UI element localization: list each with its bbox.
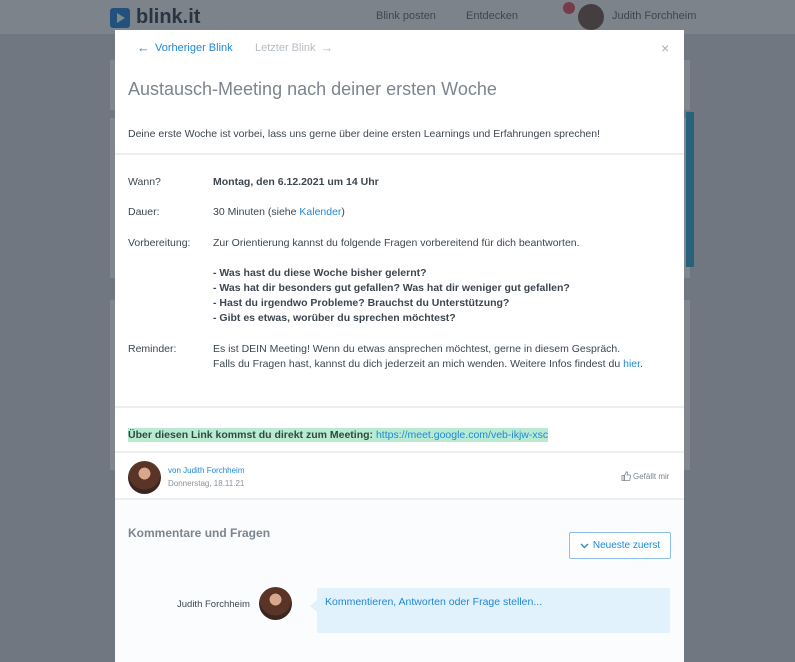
last-blink-label: Letzter Blink [255, 41, 316, 54]
divider [115, 153, 684, 155]
arrow-right-icon: → [320, 40, 334, 55]
commenter-name: Judith Forchheim [177, 599, 250, 610]
when-value: Montag, den 6.12.2021 um 14 Uhr [213, 176, 379, 188]
like-button[interactable] [621, 471, 669, 481]
comment-input[interactable] [317, 588, 670, 633]
sort-dropdown-button[interactable] [569, 532, 671, 559]
previous-blink-button[interactable] [137, 41, 233, 54]
comments-title: Kommentare und Fragen [128, 526, 271, 540]
duration-label: Dauer: [128, 206, 160, 218]
divider [115, 406, 684, 408]
calendar-link[interactable]: Kalender [299, 206, 342, 218]
meeting-url-link[interactable]: https://meet.google.com/veb-ikjw-xsc [375, 429, 549, 441]
like-label: Gefällt mir [633, 471, 670, 481]
question-item: - Was hast du diese Woche bisher gelernt? [213, 267, 427, 279]
question-item: - Gibt es etwas, worüber du sprechen möchtest? [213, 312, 456, 324]
reminder-value [213, 342, 643, 372]
modal-navigation [115, 30, 684, 68]
post-date: Donnerstag, 18.11.21 [168, 479, 245, 488]
reminder-line [213, 357, 643, 372]
reminder-line: Es ist DEIN Meeting! Wenn du etwas ansprechen möchtest, gerne in diesem Gespräch. [213, 343, 621, 355]
info-link[interactable]: hier [623, 358, 641, 370]
reminder-label: Reminder: [128, 343, 177, 355]
sort-label: Neueste zuerst [592, 540, 661, 551]
blink-modal [115, 30, 684, 662]
commenter-avatar [259, 587, 292, 620]
chevron-down-icon [580, 543, 589, 549]
duration-value [213, 205, 345, 220]
thumbs-up-icon [621, 471, 631, 481]
duration-text: 30 Minuten (siehe [213, 206, 300, 218]
blink-title: Austausch-Meeting nach deiner ersten Woche [128, 79, 497, 99]
blink-intro: Deine erste Woche ist vorbei, lass uns gerne über deine ersten Learnings und Erfahrungen sprechen! [128, 128, 601, 140]
comments-section [115, 500, 684, 662]
preparation-value: Zur Orientierung kannst du folgende Fragen vorbereitend für dich beantworten. [213, 237, 580, 249]
duration-suffix: ) [341, 206, 345, 218]
preparation-label: Vorbereitung: [128, 237, 191, 249]
author-avatar[interactable] [128, 461, 161, 494]
meeting-label: Über diesen Link kommst du direkt zum Meeting: [128, 429, 374, 441]
divider [115, 451, 684, 453]
reminder-text: Falls du Fragen hast, kannst du dich jederzeit an mich wenden. Weitere Infos findest du [213, 358, 624, 370]
when-label: Wann? [128, 176, 161, 188]
question-item: - Hast du irgendwo Probleme? Brauchst du Unterstützung? [213, 297, 510, 309]
last-blink-button[interactable] [255, 41, 334, 54]
reminder-suffix: . [640, 358, 643, 370]
author-name-link[interactable]: von Judith Forchheim [168, 466, 245, 475]
meeting-link-line [128, 428, 548, 442]
comment-placeholder: Kommentieren, Antworten oder Frage stellen... [325, 596, 543, 608]
close-icon[interactable]: × [661, 40, 670, 56]
previous-blink-label: Vorheriger Blink [155, 41, 233, 54]
arrow-left-icon: ← [137, 40, 150, 55]
question-list [213, 266, 570, 326]
question-item: - Was hat dir besonders gut gefallen? Was hat dir weniger gut gefallen? [213, 282, 570, 294]
